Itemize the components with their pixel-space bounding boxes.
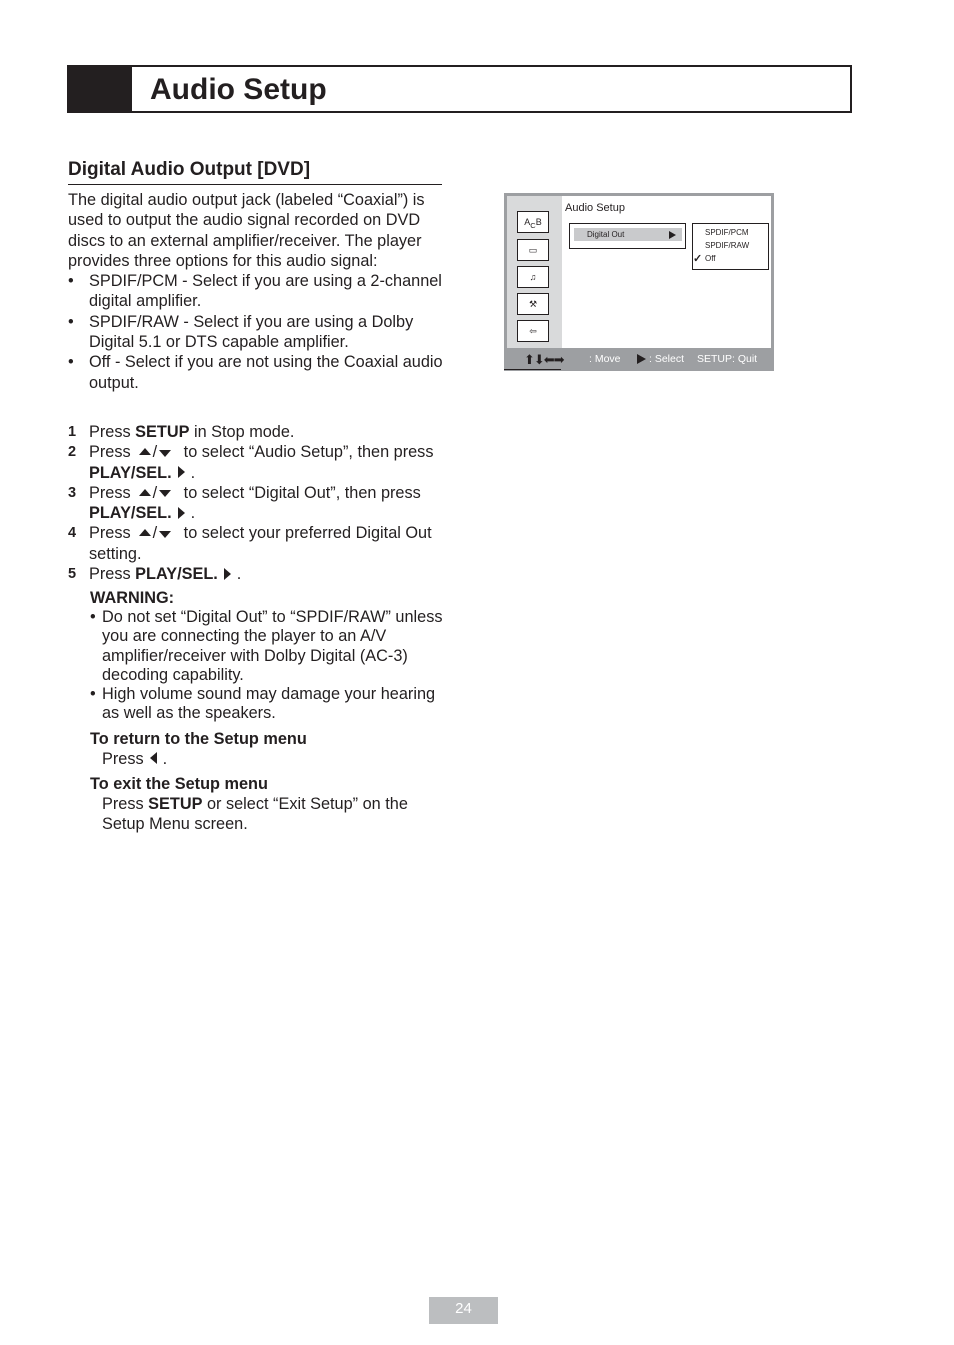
submenu-arrow-icon xyxy=(669,231,676,239)
intro xyxy=(68,190,448,393)
right-arrow-icon xyxy=(178,466,185,478)
option-item: • SPDIF/RAW - Select if you are using a Dolby Digital 5.1 or DTS capable amplifier. xyxy=(68,312,414,352)
option-item: • SPDIF/PCM - Select if you are using a 2-channel digital amplifier. xyxy=(68,272,442,311)
up-arrow-icon xyxy=(139,529,151,536)
footer-move: : Move xyxy=(589,353,621,365)
check-icon: ✓ xyxy=(693,253,703,265)
right-arrow-icon xyxy=(178,507,185,519)
step-1: 1 Press SETUP in Stop mode. xyxy=(68,423,295,441)
notes xyxy=(90,588,450,834)
warning-list xyxy=(90,608,450,724)
step-5: 5 Press PLAY/SEL. . xyxy=(68,565,242,584)
osd-sidebar xyxy=(507,196,562,348)
warning-item: • Do not set “Digital Out” to “SPDIF/RAW” unless you are connecting the player to an A/V amplifier/receiver with Dolby Digital (AC-3) decoding capability. xyxy=(90,608,443,684)
down-arrow-icon xyxy=(159,450,171,457)
down-arrow-icon xyxy=(159,531,171,538)
steps-list xyxy=(68,422,448,584)
footer-select: : Select xyxy=(649,353,685,365)
warning-item: • High volume sound may damage your hearing as well as the speakers. xyxy=(90,685,436,723)
up-arrow-icon xyxy=(139,489,151,496)
warning-title: WARNING: xyxy=(90,589,175,607)
osd-option-spdif-pcm[interactable]: SPDIF/PCM xyxy=(705,228,749,237)
osd-panel xyxy=(507,196,771,348)
osd-title: Audio Setup xyxy=(565,202,625,214)
osd-options xyxy=(692,223,769,270)
osd-option-spdif-raw[interactable]: SPDIF/RAW xyxy=(705,241,750,250)
step-4: 4 Press / to select your preferred Digital Out setting. xyxy=(68,524,432,563)
select-arrow-icon xyxy=(637,354,646,364)
tools-icon: ⚒ xyxy=(517,293,549,315)
arrow-keys-icon: ⬆⬇⬅➡ xyxy=(524,352,564,367)
step-2: 2 Press / to select “Audio Setup”, then press PLAY/SEL. . xyxy=(68,443,434,482)
return-menu-title: To return to the Setup menu xyxy=(90,729,307,748)
page-header xyxy=(67,65,852,113)
display-icon: ▭ xyxy=(517,239,549,261)
text-column xyxy=(68,190,448,833)
osd-option-off[interactable]: ✓ Off xyxy=(693,253,716,265)
left-arrow-icon xyxy=(150,752,157,764)
page-number: 24 xyxy=(429,1297,498,1324)
osd-menu xyxy=(569,223,686,249)
exit-menu-body: Press SETUP or select “Exit Setup” on the Setup Menu screen. xyxy=(102,794,408,833)
up-arrow-icon xyxy=(139,448,151,455)
header-block xyxy=(69,67,132,111)
osd-screenshot xyxy=(504,193,774,371)
section-title: Digital Audio Output [DVD] xyxy=(68,158,442,185)
option-item: • Off - Select if you are not using the Coaxial audio output. xyxy=(68,353,443,392)
down-arrow-icon xyxy=(159,490,171,497)
audio-icon: ♫ xyxy=(517,266,549,288)
page-title: Audio Setup xyxy=(150,73,327,106)
intro-paragraph: The digital audio output jack (labeled “Coaxial”) is used to output the audio signal recorded on DVD discs to an external amplifier/receiver. The player provides three options for this audio signal: xyxy=(68,191,425,270)
divider xyxy=(504,369,561,370)
exit-menu-title: To exit the Setup menu xyxy=(90,774,268,793)
return-menu-body: Press . xyxy=(102,749,168,768)
osd-footer xyxy=(504,348,774,371)
osd-menu-item-digital-out[interactable]: Digital Out xyxy=(574,228,682,241)
right-arrow-icon xyxy=(224,568,231,580)
step-3: 3 Press / to select “Digital Out”, then press PLAY/SEL. . xyxy=(68,483,421,523)
language-icon: $A_CB$ xyxy=(517,211,549,233)
option-list xyxy=(68,271,448,393)
exit-icon: ⇦ xyxy=(517,320,549,342)
footer-quit: SETUP: Quit xyxy=(697,353,758,365)
